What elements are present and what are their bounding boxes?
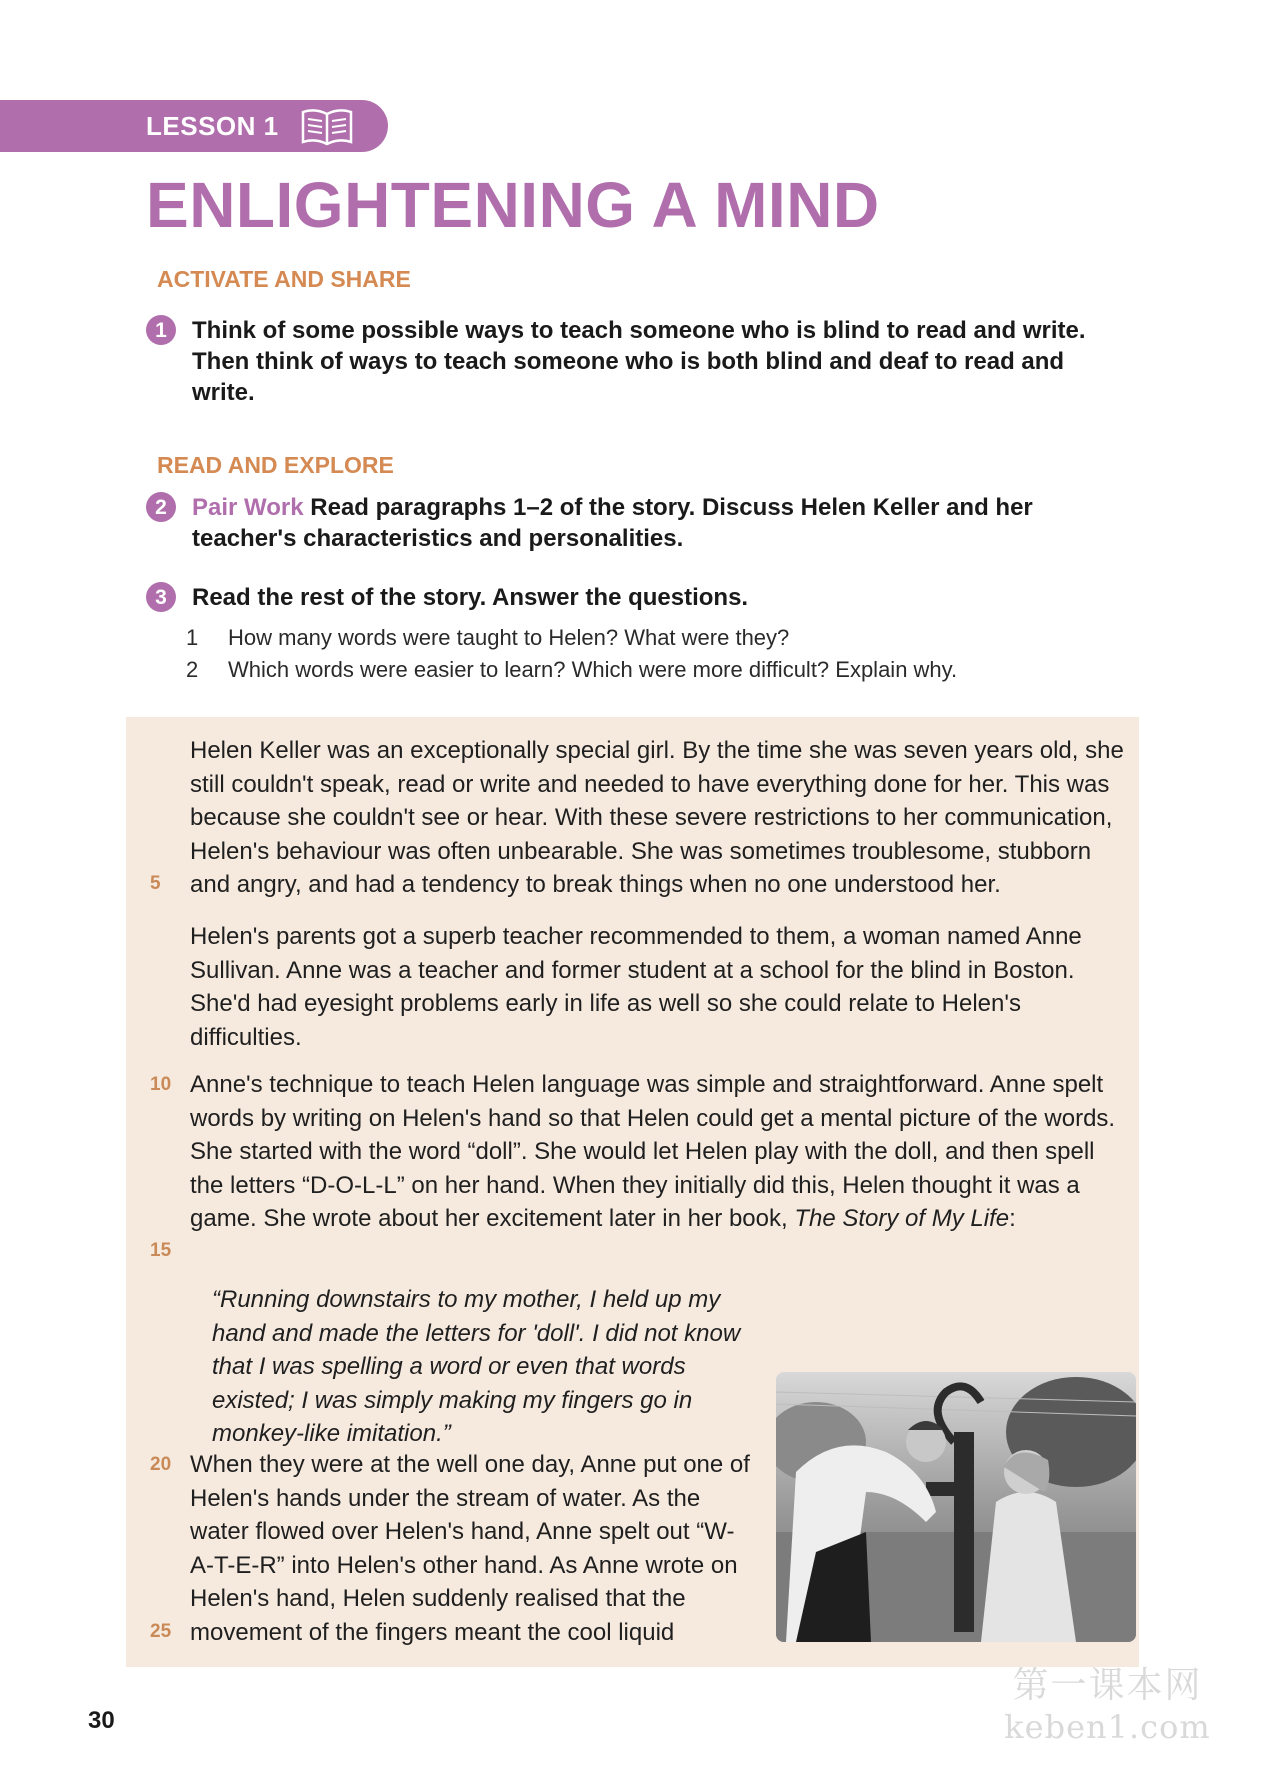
- task-2-body: [192, 492, 1106, 554]
- task-number-badge: 3: [146, 582, 176, 612]
- page-title: ENLIGHTENING A MIND: [146, 169, 880, 241]
- watermark-en: keben1.com: [1004, 1708, 1211, 1746]
- task-number-badge: 1: [146, 315, 176, 345]
- helen-keller-water-pump-photo: [776, 1372, 1136, 1642]
- story-paragraph-2: Helen's parents got a superb teacher recommended to them, a woman named Anne Sullivan. Anne was a teacher and former student at a school for the blind in Boston. She'd had eyesight problems early in life as well so she could relate to Helen's difficulties.: [190, 923, 1082, 1051]
- line-number: 25: [150, 1621, 172, 1642]
- question-number: 1: [186, 625, 199, 650]
- task-2-text: Read paragraphs 1–2 of the story. Discuss Helen Keller and her teacher's characteristics and personalities.: [192, 494, 1033, 552]
- task-2: [146, 492, 1106, 554]
- task-1-text: Think of some possible ways to teach someone who is blind to read and write. Then think of ways to teach someone who is both blind and deaf to read and write.: [192, 317, 1086, 406]
- activate-heading: ACTIVATE AND SHARE: [157, 266, 411, 292]
- lesson-tab: [0, 100, 388, 152]
- story-quote: “Running downstairs to my mother, I held up my hand and made the letters for 'doll'. I did not know that I was spelling a word or even that words existed; I was simply making my fingers go in monkey-like imitation.”: [212, 1286, 741, 1447]
- explore-heading: READ AND EXPLORE: [157, 452, 394, 478]
- line-number: 10: [150, 1074, 172, 1095]
- story-paragraph-3: [190, 1068, 1125, 1236]
- story-paragraph-3-text: Anne's technique to teach Helen language was simple and straightforward. Anne spelt words by writing on Helen's hand so that Helen could get a mental picture of the words. She started with the word “doll”. She would let Helen play with the doll, and then spell the letters “D-O-L-L” on her hand. When they initially did this, Helen thought it was a game. She wrote about her excitement later in her book,: [190, 1071, 1116, 1232]
- task-3-text: Read the rest of the story. Answer the questions.: [192, 584, 749, 611]
- watermark-cn: 第一课本网: [1012, 1665, 1203, 1706]
- book-title: The Story of My Life: [794, 1205, 1010, 1232]
- pair-work-tag: Pair Work: [192, 494, 304, 521]
- question-text: How many words were taught to Helen? What were they?: [228, 625, 790, 650]
- story-paragraph-4: When they were at the well one day, Anne put one of Helen's hands under the stream of water. As the water flowed over Helen's hand, Anne spelt out “W-A-T-E-R” into Helen's other hand. As Anne wrote on Helen's hand, Helen suddenly realised that the movement of the fingers meant the cool liquid: [190, 1451, 750, 1646]
- question-number: 2: [186, 657, 199, 682]
- line-number: 15: [150, 1240, 172, 1261]
- watermark: [1000, 1657, 1215, 1746]
- task-1: [146, 315, 1106, 408]
- question-text: Which words were easier to learn? Which were more difficult? Explain why.: [228, 657, 958, 682]
- line-number: 5: [150, 873, 161, 894]
- open-book-icon: [299, 106, 355, 146]
- question-item: [186, 654, 957, 686]
- question-item: [186, 622, 957, 654]
- page-number: 30: [88, 1707, 115, 1734]
- task-3: [146, 582, 1106, 613]
- question-list: [186, 622, 957, 686]
- task-number-badge: 2: [146, 492, 176, 522]
- line-number: 20: [150, 1454, 172, 1475]
- story-paragraph-1: Helen Keller was an exceptionally special girl. By the time she was seven years old, she still couldn't speak, read or write and needed to have everything done for her. This was because she couldn't see or hear. With these severe restrictions to her communication, Helen's behaviour was often unbearable. She was sometimes troublesome, stubborn and angry, and had a tendency to break things when no one understood her.: [190, 737, 1124, 898]
- lesson-label: LESSON 1: [146, 110, 279, 141]
- punctuation: :: [1009, 1205, 1016, 1232]
